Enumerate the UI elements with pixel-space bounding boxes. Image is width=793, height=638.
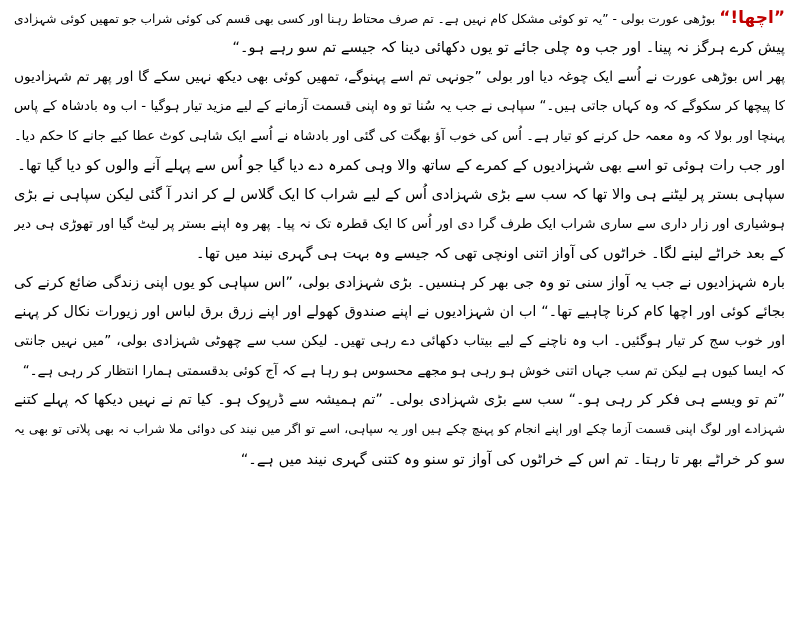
line-text: پیش کرے ہرگز نہ پینا۔ اور جب وہ چلی جائے تو یوں دکھائی دینا کہ جیسے تم سو رہے ہو۔“ (232, 39, 785, 57)
text-line-13 (14, 357, 785, 386)
line-text: شہزادے اور لوگ اپنی قسمت آزما چکے اور اپنے انجام کو پہنچ چکے ہیں اور یہ سپاہی، اسے تو اگر میں نیند کی دوائی ملا شراب نہ بھی پلاتی تو بھی یہ (14, 422, 785, 437)
text-line-11 (14, 298, 785, 327)
text-line-3 (14, 63, 785, 92)
line-text: اور جب رات ہوئی تو اسے بھی شہزادیوں کے کمرے کے ساتھ والا وہی کمرہ دے دیا گیا جو اُس سے پہلے آنے والوں کو دیا گیا تھا۔ (17, 156, 785, 174)
line-text: اور خوب سج کر تیار ہوگئیں۔ اب وہ ناچنے کے لیے بیتاب دکھائی دے رہی تھیں۔ لیکن سب سے چھوٹی شہزادی بولی، ”میں نہیں جانتی (14, 333, 785, 350)
line-text: ”تم تو ویسے ہی فکر کر رہی ہو۔“ سب سے بڑی شہزادی بولی۔ ”تم ہمیشہ سے ڈرپوک ہو۔ کیا تم نے نہیں دیکھا کہ پہلے کتنے (14, 392, 785, 409)
line-text: کہ ایسا کیوں ہے لیکن تم سب جہاں اتنی خوش ہو رہی ہو مجھے محسوس ہو رہا ہے کہ آج کوئی بدقسمتی ہمارا انتظار کر رہی ہے۔“ (22, 363, 785, 379)
text-line-6 (14, 151, 785, 180)
text-line-2 (14, 33, 785, 62)
text-line-12 (14, 327, 785, 356)
text-line-7 (14, 180, 785, 209)
exclamation-heading: ”اچھا!“ (719, 8, 785, 28)
text-line-4 (14, 92, 785, 121)
text-line-8 (14, 210, 785, 239)
line-text: بارہ شہزادیوں نے جب یہ آواز سنی تو وہ جی بھر کر ہنسیں۔ بڑی شہزادی بولی، ”اس سپاہی کو یوں اپنی زندگی ضائع کرنے کی (14, 274, 785, 291)
line-text: بجائے کوئی اور اچھا کام کرنا چاہیے تھا۔“ اب ان شہزادیوں نے اپنے صندوق کھولے اور اپنے زرق برق لباس اور زیورات نکال کر پہنے (14, 303, 785, 320)
line-text: پھر اس بوڑھی عورت نے اُسے ایک چوغہ دیا اور بولی ”جونہی تم اسے پہنوگے، تمھیں کوئی بھی دیکھ نہیں سکے گا اور پھر تم شہزادیوں (14, 68, 785, 85)
line-text: سو کر خراٹے بھر تا رہتا۔ تم اس کے خراٹوں کی آواز تو سنو وہ کتنی گہری نیند میں ہے۔“ (240, 450, 785, 468)
text-line-1 (14, 4, 785, 33)
text-line-14 (14, 386, 785, 415)
text-line-15 (14, 415, 785, 444)
line-text: کے بعد خراٹے لینے لگا۔ خراٹوں کی آواز اتنی اونچی تھی کہ جیسے وہ بہت ہی گہری نیند میں تھا۔ (196, 245, 785, 263)
text-line-9 (14, 239, 785, 268)
text-line-10 (14, 269, 785, 298)
line-text: پہنچا اور بولا کہ وہ معمہ حل کرنے کو تیار ہے۔ اُس کی خوب آؤ بھگت کی گئی اور بادشاہ نے اُسے ایک شاہی کوٹ عطا کیے جانے کا حکم دیا۔ (14, 128, 785, 144)
text-line-16 (14, 445, 785, 474)
line-text: بوڑھی عورت بولی - ”یہ تو کوئی مشکل کام نہیں ہے۔ تم صرف محتاط رہنا اور کسی بھی قسم کی کوئی شراب جو تمھیں کوئی شہزادی (14, 12, 720, 26)
line-text: سپاہی بستر پر لیٹنے ہی والا تھا کہ سب سے بڑی شہزادی اُس کے لیے شراب کا ایک گلاس لے کر اندر آ گئی لیکن سپاہی نے بڑی (14, 186, 785, 204)
text-line-5 (14, 122, 785, 151)
line-text: کا پیچھا کر سکوگے کہ وہ کہاں جاتی ہیں۔“ سپاہی نے جب یہ سُنا تو وہ اپنی قسمت آزمانے کے لیے مزید تیار ہوگیا - اب وہ بادشاہ کے پاس (14, 99, 785, 115)
line-text: ہوشیاری اور زار داری سے ساری شراب ایک طرف گرا دی اور اُس کا ایک قطرہ تک نہ پیا۔ پھر وہ اپنے بستر پر لیٹ گیا اور تھوڑی ہی دیر (14, 216, 785, 232)
